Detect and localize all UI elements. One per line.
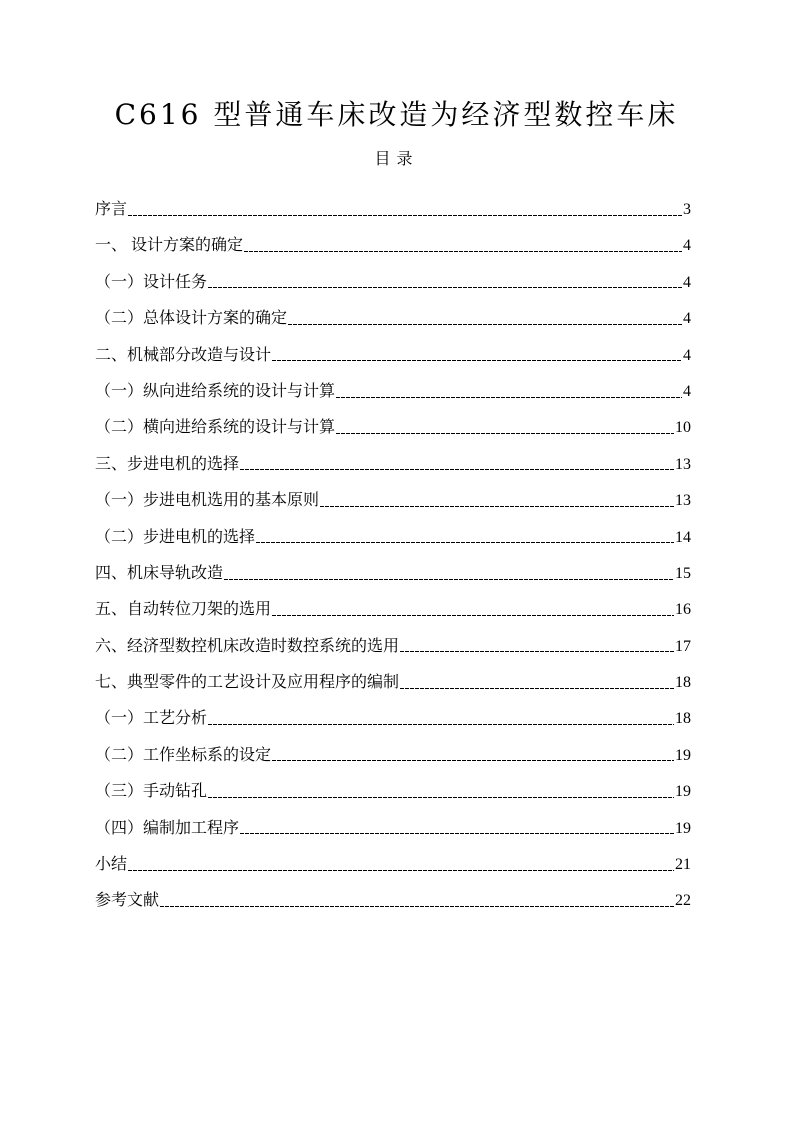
toc-entry [95, 305, 691, 341]
toc-entry [95, 524, 691, 560]
toc-page-number: 13 [675, 492, 691, 510]
toc-dash-leader [208, 796, 674, 798]
toc-entry-title: （一）设计任务 [95, 273, 208, 291]
toc-page-number: 3 [683, 201, 691, 218]
toc-entry-title: 六、经济型数控机床改造时数控系统的选用 [95, 637, 400, 655]
toc-entry-title: （二）横向进给系统的设计与计算 [95, 419, 336, 437]
toc-entry-title: （三）手动钻孔 [95, 783, 208, 801]
toc-entry-title: （四）编制加工程序 [95, 819, 240, 837]
document-title: C616 型普通车床改造为经济型数控车床 [114, 98, 679, 131]
toc-page-number: 4 [683, 346, 691, 364]
toc-page-number: 22 [675, 892, 691, 910]
toc-entry [95, 705, 691, 741]
toc-entry-title: 二、机械部分改造与设计 [95, 346, 272, 364]
toc-entry-title: 小结 [95, 856, 128, 874]
toc-entry [95, 669, 691, 705]
toc-page-number: 10 [675, 419, 691, 437]
toc-entry-title: 一、 设计方案的确定 [95, 237, 244, 255]
toc-entry [95, 887, 691, 923]
toc-entry-title: （二）总体设计方案的确定 [95, 310, 288, 328]
toc-entry-title: （二）工作坐标系的设定 [95, 746, 272, 764]
toc-entry [95, 487, 691, 523]
toc-dash-leader [400, 687, 674, 689]
toc-dash-leader [244, 251, 682, 253]
toc-entry [95, 269, 691, 305]
toc-page-number: 14 [675, 528, 691, 546]
toc-heading: 目录 [374, 151, 419, 168]
toc-entry [95, 451, 691, 487]
toc-entry-title: 五、自动转位刀架的选用 [95, 601, 272, 619]
toc-dash-leader [288, 323, 682, 325]
toc-page-number: 15 [675, 564, 691, 582]
toc-entry [95, 414, 691, 450]
toc-entry [95, 778, 691, 814]
toc-dash-leader [272, 760, 674, 762]
toc-page-number: 21 [675, 856, 691, 874]
toc-page-number: 18 [675, 710, 691, 728]
toc-entry [95, 232, 691, 268]
toc-entry [95, 851, 691, 887]
toc-page-number: 4 [683, 273, 691, 291]
toc-dash-leader [240, 469, 674, 471]
toc-entry-title: 四、机床导轨改造 [95, 564, 224, 582]
toc-entry [95, 596, 691, 632]
toc-page-number: 16 [675, 601, 691, 619]
toc-dash-leader [272, 360, 682, 362]
toc-entry [95, 742, 691, 778]
toc-dash-leader [256, 542, 674, 544]
toc-page-number: 13 [675, 455, 691, 473]
toc-entry [95, 815, 691, 851]
toc-dash-leader [400, 651, 674, 653]
toc-dash-leader [160, 906, 674, 908]
toc-entry-title: 参考文献 [95, 892, 160, 910]
toc-page-number: 4 [683, 382, 691, 400]
toc-dash-leader [208, 287, 682, 289]
toc-page-number: 17 [675, 637, 691, 655]
toc-entry [95, 196, 691, 232]
toc-page-number: 19 [675, 819, 691, 837]
toc-entry-title: （一）工艺分析 [95, 710, 208, 728]
toc-dash-leader [336, 433, 674, 435]
toc-page-number: 19 [675, 783, 691, 801]
toc-dash-leader [128, 214, 682, 216]
toc-dash-leader [224, 578, 674, 580]
toc-entry-title: 七、典型零件的工艺设计及应用程序的编制 [95, 674, 400, 692]
table-of-contents [95, 196, 691, 924]
toc-page-number: 18 [675, 674, 691, 692]
toc-page-number: 4 [683, 237, 691, 255]
toc-entry [95, 633, 691, 669]
toc-entry [95, 560, 691, 596]
toc-entry-title: 三、步进电机的选择 [95, 455, 240, 473]
toc-dash-leader [320, 505, 674, 507]
toc-dash-leader [208, 724, 674, 726]
toc-dash-leader [128, 869, 674, 871]
toc-entry-title: 序言 [95, 201, 128, 218]
toc-entry [95, 378, 691, 414]
toc-dash-leader [240, 833, 674, 835]
toc-entry [95, 342, 691, 378]
toc-entry-title: （一）步进电机选用的基本原则 [95, 492, 320, 510]
toc-entry-title: （一）纵向进给系统的设计与计算 [95, 382, 336, 400]
toc-page-number: 4 [683, 310, 691, 328]
toc-dash-leader [272, 614, 674, 616]
toc-dash-leader [336, 396, 682, 398]
toc-page-number: 19 [675, 746, 691, 764]
toc-entry-title: （二）步进电机的选择 [95, 528, 256, 546]
